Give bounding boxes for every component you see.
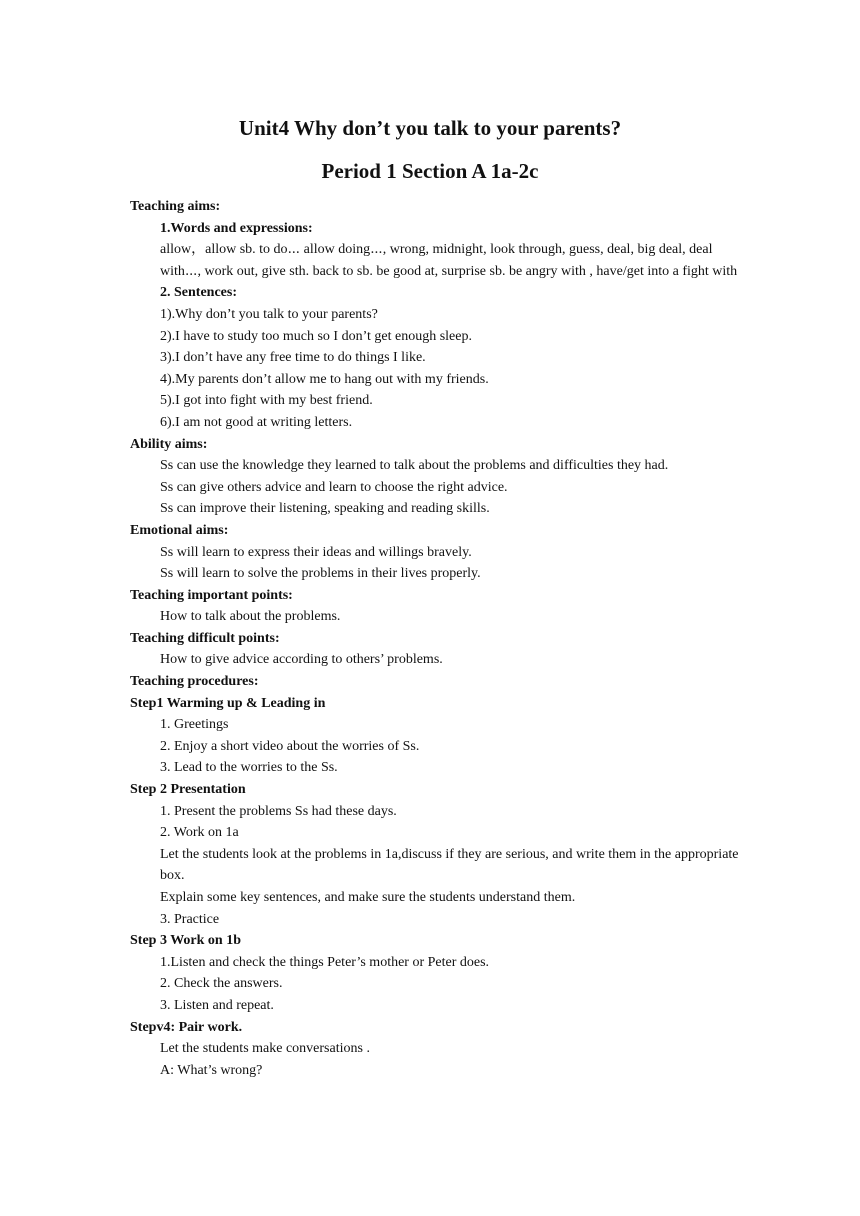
step3-heading: Step 3 Work on 1b <box>130 933 241 949</box>
sentence-item: 6).I am not good at writing letters. <box>160 414 353 430</box>
step1-line: 3. Lead to the worries to the Ss. <box>160 760 338 776</box>
emotional-aims-heading: Emotional aims: <box>130 522 229 538</box>
procedures-heading: Teaching procedures: <box>130 674 259 690</box>
words-text: allow，allow sb. to do⋯ allow doing⋯, wrong, midnight, look through, guess, deal, big deal, deal with⋯, work out, give sth. back to sb. be good at, surprise sb. be angry with , have/get into a fight with <box>160 242 738 279</box>
step4-line: Let the students make conversations . <box>160 1041 370 1057</box>
step3-line: 1.Listen and check the things Peter’s mother or Peter does. <box>160 954 490 970</box>
emotional-aim-line: Ss will learn to solve the problems in their lives properly. <box>160 566 481 582</box>
sentence-item: 5).I got into fight with my best friend. <box>160 393 373 409</box>
ability-aim-line: Ss can use the knowledge they learned to talk about the problems and difficulties they had. <box>160 458 669 474</box>
important-points-heading: Teaching important points: <box>130 587 293 603</box>
document-title: Unit4 Why don’t you talk to your parents? <box>238 116 622 140</box>
difficult-points-heading: Teaching difficult points: <box>130 630 280 646</box>
teaching-aims-heading: Teaching aims: <box>130 199 221 214</box>
sentence-item: 2).I have to study too much so I don’t get enough sleep. <box>160 328 472 344</box>
difficult-point-line: How to give advice according to others’ problems. <box>160 652 443 668</box>
emotional-aim-line: Ss will learn to express their ideas and willings bravely. <box>160 544 472 560</box>
ability-aim-line: Ss can give others advice and learn to choose the right advice. <box>160 479 508 495</box>
words-heading: 1.Words and expressions: <box>160 220 313 236</box>
step1-line: 2. Enjoy a short video about the worries of Ss. <box>160 738 420 754</box>
step2-line: 2. Work on 1a <box>160 825 239 841</box>
document-body <box>130 196 750 1081</box>
sentences-heading: 2. Sentences: <box>160 285 237 301</box>
sentence-item: 3).I don’t have any free time to do things I like. <box>160 350 426 366</box>
sentence-item: 1).Why don’t you talk to your parents? <box>160 306 378 322</box>
important-point-line: How to talk about the problems. <box>160 609 341 625</box>
step2-line: Explain some key sentences, and make sure the students understand them. <box>160 890 576 905</box>
sentence-item: 4).My parents don’t allow me to hang out with my friends. <box>160 371 489 387</box>
step4-heading: Stepv4: Pair work. <box>130 1019 243 1035</box>
step3-line: 2. Check the answers. <box>160 976 283 992</box>
step2-heading: Step 2 Presentation <box>130 782 246 798</box>
step3-line: 3. Listen and repeat. <box>160 997 274 1013</box>
ability-aim-line: Ss can improve their listening, speaking and reading skills. <box>160 501 490 517</box>
step2-line: 1. Present the problems Ss had these days. <box>160 803 397 819</box>
document-subtitle: Period 1 Section A 1a-2c <box>321 159 539 183</box>
step4-line: A: What’s wrong? <box>160 1062 263 1078</box>
ability-aims-heading: Ability aims: <box>130 436 208 452</box>
step2-line: Let the students look at the problems in 1a,discuss if they are serious, and write them in the appropriate box. <box>160 846 739 884</box>
step1-line: 1. Greetings <box>160 717 229 733</box>
step1-heading: Step1 Warming up & Leading in <box>130 695 326 711</box>
step2-line: 3. Practice <box>160 911 220 927</box>
